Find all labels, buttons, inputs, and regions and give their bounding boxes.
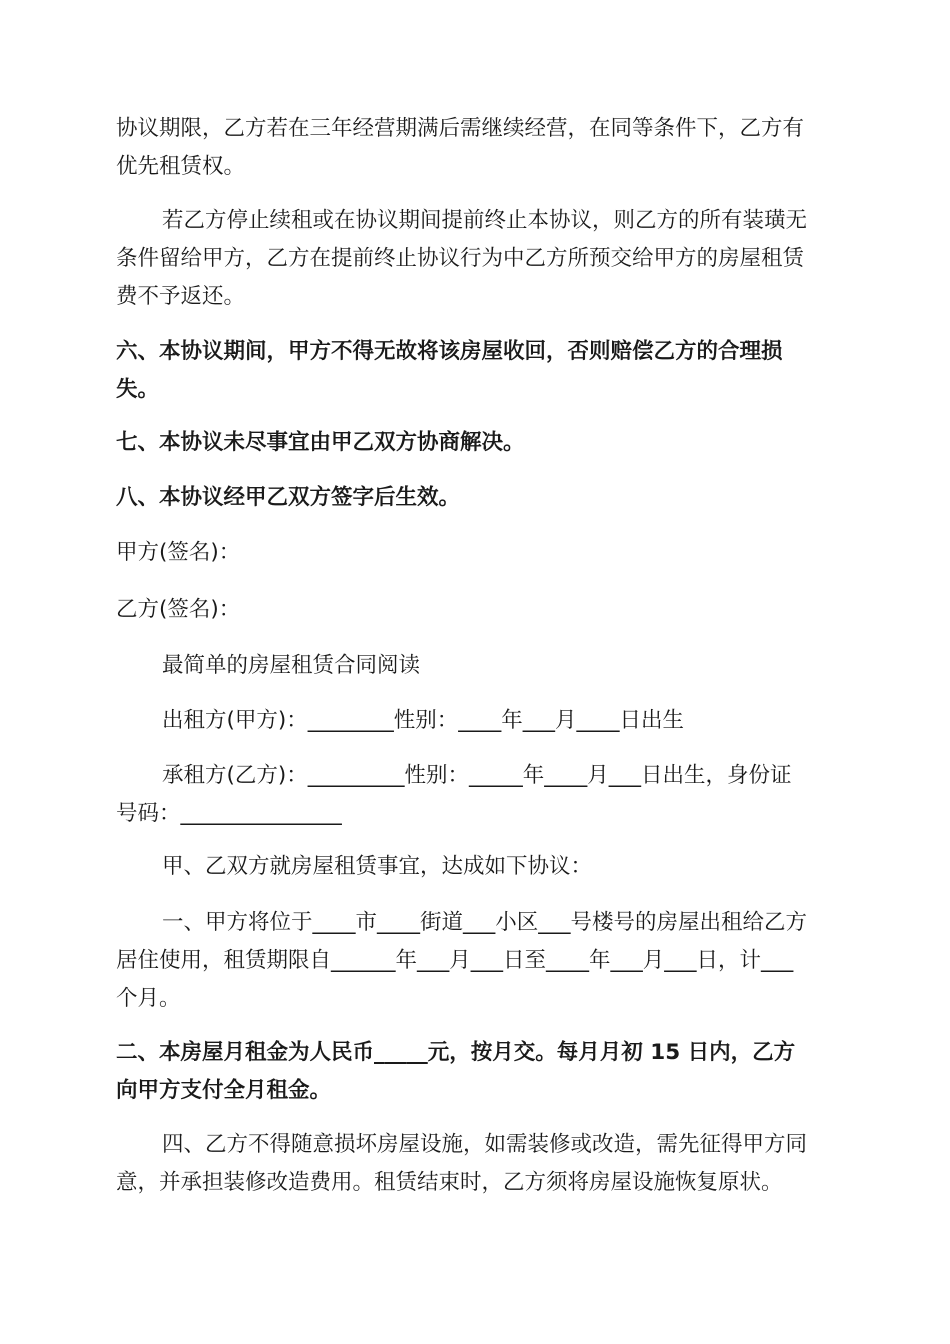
clause-two (116, 1034, 836, 1110)
clause-four (116, 1126, 882, 1202)
text-line: 七、本协议未尽事宜由甲乙双方协商解决。 (116, 430, 525, 455)
text-line: 优先租赁权。 (116, 154, 246, 179)
text-line: 承租方(乙方)：_________性别：_____年____月___日出生，身份证 (162, 763, 792, 788)
text-line: 若乙方停止续租或在协议期间提前终止本协议，则乙方的所有装璜无 (162, 208, 808, 233)
agreement-intro (116, 848, 882, 886)
clause-eight (116, 479, 836, 517)
text-line: 意，并承担装修改造费用。租赁结束时，乙方须将房屋设施恢复原状。 (116, 1170, 783, 1195)
text-line: 甲方(签名)： (116, 540, 241, 565)
text-line: 出租方(甲方)：________性别：____年___月____日出生 (162, 708, 685, 733)
clause-seven (116, 424, 836, 462)
paragraph-early-termination (116, 202, 882, 316)
clause-six (116, 333, 836, 409)
text-line: 八、本协议经甲乙双方签字后生效。 (116, 485, 461, 510)
party-a-signature (116, 534, 836, 572)
text-line: 居住使用，租赁期限自______年___月___日至____年___月___日，计___ (116, 948, 794, 973)
text-line: 协议期限，乙方若在三年经营期满后需继续经营，在同等条件下，乙方有 (116, 116, 805, 141)
party-b-signature (116, 591, 836, 629)
text-line: 最简单的房屋租赁合同阅读 (162, 653, 421, 678)
paragraph-lease-term-priority (116, 110, 836, 186)
text-line: 失。 (116, 377, 160, 402)
text-line: 乙方(签名)： (116, 597, 241, 622)
text-line: 甲、乙双方就房屋租赁事宜，达成如下协议： (162, 854, 593, 879)
text-line: 条件留给甲方，乙方在提前终止协议行为中乙方所预交给甲方的房屋租赁 (116, 246, 805, 271)
text-line: 向甲方支付全月租金。 (116, 1078, 332, 1103)
text-line: 个月。 (116, 986, 181, 1011)
text-line: 六、本协议期间，甲方不得无故将该房屋收回，否则赔偿乙方的合理损 (116, 339, 783, 364)
text-line: 二、本房屋月租金为人民币_____元，按月交。每月月初 15 日内，乙方 (116, 1040, 796, 1065)
text-line: 一、甲方将位于____市____街道___小区___号楼号的房屋出租给乙方 (162, 910, 808, 935)
text-line: 费不予返还。 (116, 284, 246, 309)
text-line: 四、乙方不得随意损坏房屋设施，如需装修或改造，需先征得甲方同 (162, 1132, 808, 1157)
contract-title (116, 647, 882, 685)
text-line: 号码：_______________ (116, 801, 342, 826)
clause-one (116, 904, 882, 1018)
lessee-info (116, 757, 882, 833)
lessor-info (116, 702, 882, 740)
